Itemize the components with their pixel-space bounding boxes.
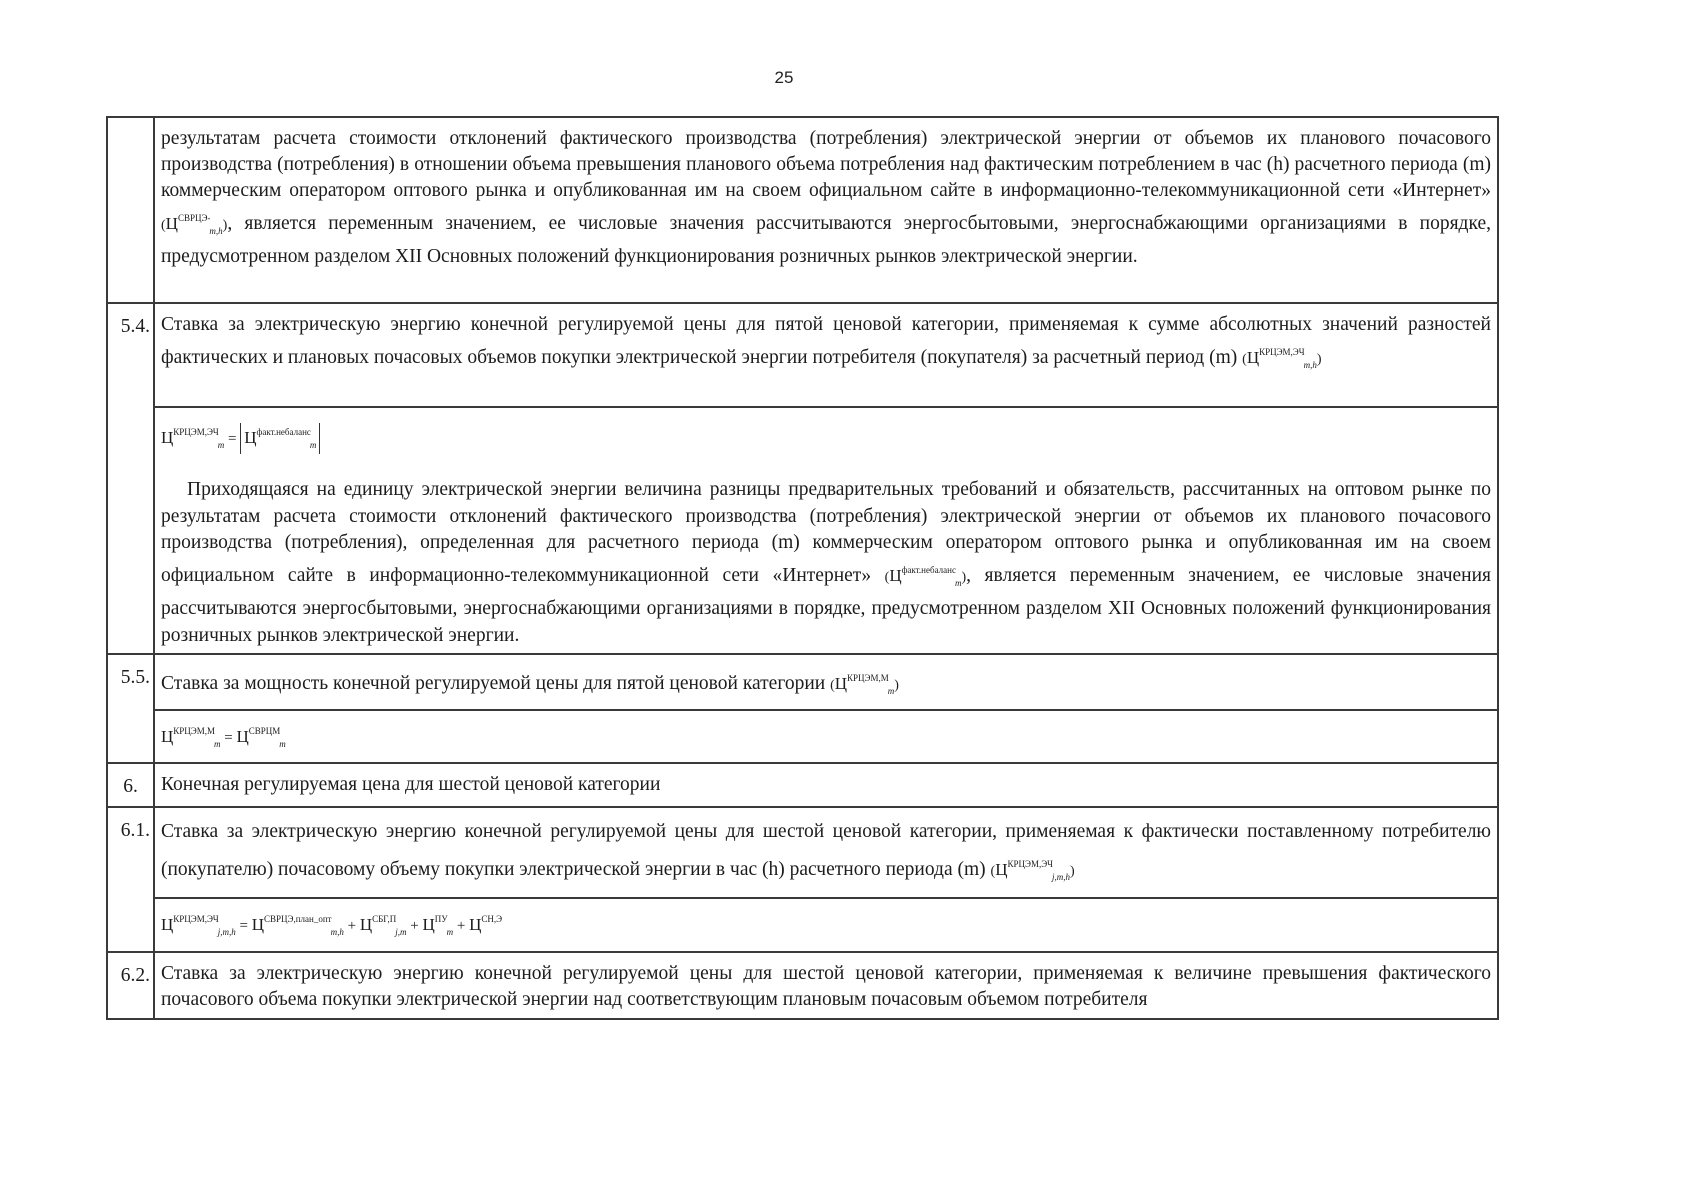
table-row-6-1-formula [107,898,1498,952]
formula: $Ц^{КРЦЭМ,М}_m = Ц^{СВРЦМ}_m$ [161,725,286,749]
table-row-5-5 [107,654,1498,710]
formula-symbol: $Ц^{СВРЦЭ-}_{m,h}$ [165,212,223,236]
table-row-continuation [107,117,1498,303]
formula: $Ц^{КРЦЭМ,ЭЧ}_m = Ц^{факт.небаланс}_m$ [161,408,1491,477]
row-number: 6. [107,763,154,807]
table-row-6 [107,763,1498,807]
table-row-5-4 [107,303,1498,407]
row-text [154,117,1498,303]
formula-symbol: $Ц^{факт.небаланс}_m$ [889,564,962,588]
formula-symbol: $Ц^{КРЦЭМ,М}_m$ [834,673,895,696]
formula-symbol: $Ц^{КРЦЭМ,ЭЧ}_{j,m,h}$ [995,858,1070,882]
absolute-value-bars: $Ц^{факт.небаланс}_m$ [240,423,320,454]
page-number: 25 [774,68,794,87]
row-number: 6.1. [107,807,154,952]
paragraph-continuation: результатам расчета стоимости отклонений фактического производства (потребления) электрической энергии от объемов их планового почасового производства (потребления) в отношении объема превышения планового объема потребления над фактическим потреблением в час (h) расчетного периода (m) коммерческим оператором оптового рынка и опубликованная им на своем официальном сайте в информационно-телекоммуникационной сети «Интернет» $(Ц^{СВРЦЭ-}_{m,h})$, является переменным значением, ее числовые значения рассчитываются энергосбытовыми, энергоснабжающими организациями в порядке, предусмотренном разделом XII Основных положений функционирования розничных рынков электрической энергии. [161,128,1491,267]
row-formula [154,710,1498,763]
row-formula [154,898,1498,952]
table-row-5-5-formula [107,710,1498,763]
formula: $Ц^{КРЦЭМ,ЭЧ}_{j,m,h} = Ц^{СВРЦЭ,план\_опт}_{m,h} + Ц^{СБГ,П}_{j,m} + Ц^{ПУ}_m + Ц^{СН,Э}$ [161,913,503,937]
paragraph-body: Приходящаяся на единицу электрической энергии величина разницы предварительных требований и обязательств, рассчитанных на оптовом рынке по результатам расчета стоимости отклонений фактического производства (потребления) электрической энергии от объемов их планового почасового производства (потребления), определенная для расчетного периода (m) коммерческим оператором оптового рынка и опубликованная им на своем официальном сайте в информационно-телекоммуникационной сети «Интернет» $(Ц^{факт.небаланс}_m)$, является переменным значением, ее числовые значения рассчитываются энергосбытовыми, энергоснабжающими организациями в порядке, предусмотренном разделом XII Основных положений функционирования розничных рынков электрической энергии. [161,479,1491,646]
formula-symbol: $Ц^{КРЦЭМ,ЭЧ}_{m,h}$ [1246,346,1317,370]
row-title: Ставка за мощность конечной регулируемой цены для пятой ценовой категории $(Ц^{КРЦЭМ,М}_m)$ [154,654,1498,710]
row-formula-and-body [154,407,1498,654]
row-number: 5.4. [107,303,154,654]
row-title: Ставка за электрическую энергию конечной регулируемой цены для пятой ценовой категории, применяемая к сумме абсолютных значений разностей фактических и плановых почасовых объемов покупки электрической энергии потребителя (покупателя) за расчетный период (m) $(Ц^{КРЦЭМ,ЭЧ}_{m,h})$ [154,303,1498,407]
row-number-empty [107,117,154,303]
row-title: Конечная регулируемая цена для шестой ценовой категории [154,763,1498,807]
row-title: Ставка за электрическую энергию конечной регулируемой цены для шестой ценовой категории, применяемая к величине превышения фактического почасового объема покупки электрической энергии над соответствующим плановым почасовым объемом потребителя [154,952,1498,1019]
row-number: 5.5. [107,654,154,763]
row-title: Ставка за электрическую энергию конечной регулируемой цены для шестой ценовой категории, применяемая к фактически поставленному потребителю (покупателю) почасовому объему покупки электрической энергии в час (h) расчетного периода (m) $(Ц^{КРЦЭМ,ЭЧ}_{j,m,h})$ [154,807,1498,898]
row-number: 6.2. [107,952,154,1019]
price-components-table [106,116,1499,1020]
table-row-5-4-formula [107,407,1498,654]
table-row-6-2 [107,952,1498,1019]
table-row-6-1 [107,807,1498,898]
